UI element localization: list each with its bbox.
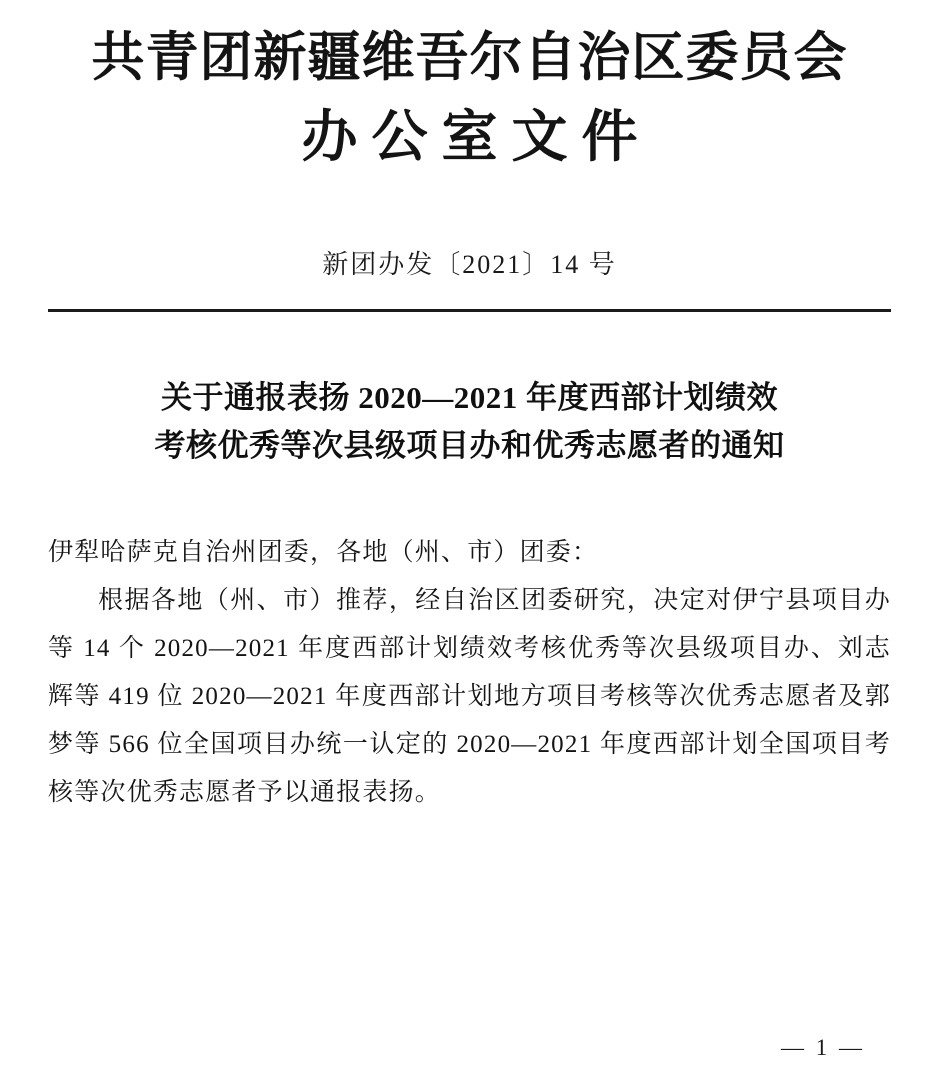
document-body [48,529,891,817]
document-title [48,374,891,470]
salutation: 伊犁哈萨克自治州团委，各地（州、市）团委： [48,538,599,566]
document-number: 新团办发〔2021〕14 号 [322,250,617,280]
page-number: — 1 — [781,1035,865,1060]
header-divider [48,309,891,312]
masthead [48,0,891,172]
masthead-document-type: 办公室文件 [301,107,652,170]
body-paragraph-1: 根据各地（州、市）推荐，经自治区团委研究，决定对伊宁县项目办等 14 个 2020—2021 年度西部计划绩效考核优秀等次县级项目办、刘志辉等 419 位 2020—2021 年度西部计划地方项目考核等次优秀志愿者及郭梦等 566 位全国项目办统一认定的 2020—2021 年度西部计划全国项目考核等次优秀志愿者予以通报表扬。 [48,586,891,806]
document-title-line-2: 考核优秀等次县级项目办和优秀志愿者的通知 [154,428,785,464]
document-title-line-1: 关于通报表扬 2020—2021 年度西部计划绩效 [161,380,778,416]
masthead-organization: 共青团新疆维吾尔自治区委员会 [91,29,848,87]
